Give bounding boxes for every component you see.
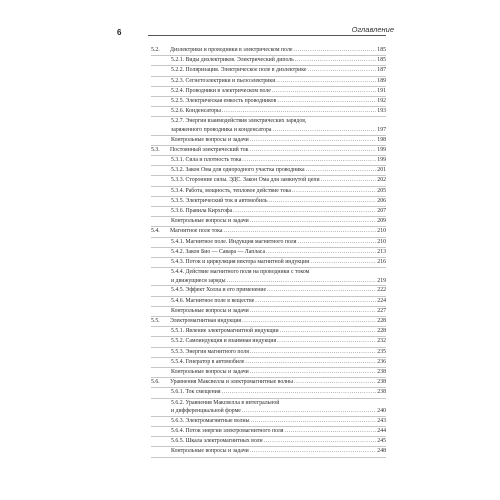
- toc-dot-leader: [264, 437, 377, 446]
- toc-entry-title: 5.2.2. Поляризация. Электрическое поле в диэлектрике: [171, 67, 307, 74]
- toc-entry-title: 5.3.2. Закон Ома для однородного участка проводника: [171, 167, 305, 174]
- toc-page-number: 227: [377, 307, 386, 314]
- toc-subsection-entry: [151, 156, 386, 166]
- toc-entry-title: 5.2.3. Сегнетоэлектрики и пьезоэлектрики: [171, 77, 276, 84]
- toc-page-number: 240: [377, 408, 386, 415]
- toc-dot-leader: [295, 56, 376, 65]
- toc-entry-title: 5.5.4. Генератор в автомобиле: [171, 358, 245, 365]
- toc-subsection-entry: [151, 107, 386, 117]
- toc-page-number: 198: [377, 136, 386, 143]
- toc-subsection-entry: [151, 217, 386, 227]
- toc-subsection-entry: [151, 66, 386, 76]
- toc-subsection-entry: [151, 238, 386, 248]
- toc-subsection-entry: [151, 77, 386, 87]
- toc-page-number: 236: [377, 358, 386, 365]
- toc-subsection-entry: [151, 248, 386, 258]
- toc-page-number: 228: [377, 318, 386, 325]
- toc-subsection-entry: [151, 427, 386, 437]
- toc-page-number: 222: [377, 287, 386, 294]
- toc-entry-title: 5.4.5. Эффект Холла и его применение: [171, 287, 267, 294]
- toc-entry-title: 5.3.6. Правила Кирхгофа: [171, 208, 233, 215]
- toc-page-number: 224: [377, 297, 386, 304]
- toc-page-number: 206: [377, 197, 386, 204]
- toc-subsection-entry: [151, 258, 386, 268]
- toc-subsection-entry: [151, 358, 386, 368]
- toc-section-number: 5.2.: [151, 47, 160, 53]
- toc-dot-leader: [277, 97, 376, 106]
- toc-dot-leader: [242, 317, 376, 326]
- toc-entry-title: Контрольные вопросы и задачи: [171, 369, 249, 376]
- toc-entry-title: Диэлектрики и проводники в электрическом поле: [170, 47, 293, 53]
- toc-entry-title: 5.3.5. Электрический ток и автомобиль: [171, 197, 268, 204]
- toc-subsection-entry: [151, 207, 386, 217]
- toc-dot-leader: [293, 46, 376, 55]
- toc-page-number: 244: [377, 428, 386, 435]
- toc-entry-title: 5.5.1. Явление электромагнитной индукции: [171, 328, 279, 335]
- toc-section-number: 5.4.: [151, 228, 160, 235]
- toc-dot-leader: [294, 378, 376, 387]
- toc-subsection-entry: [151, 136, 386, 146]
- toc-page-number: 210: [377, 238, 386, 245]
- toc-page-number: 207: [377, 208, 386, 215]
- toc-entry-title: 5.4.1. Магнитное поле. Индукция магнитного поля: [171, 238, 297, 245]
- toc-dot-leader: [267, 286, 376, 295]
- toc-dot-leader: [222, 107, 376, 116]
- toc-section-entry: [151, 46, 386, 56]
- toc-page-number: 238: [377, 379, 386, 386]
- toc-subsection-entry: [151, 117, 386, 135]
- toc-dot-leader: [310, 258, 376, 267]
- toc-entry-title: 5.2.5. Электрическая емкость проводников: [171, 98, 277, 105]
- toc-page-number: 209: [377, 218, 386, 225]
- toc-entry-title: 5.3.1. Сила и плотность тока: [171, 157, 242, 164]
- toc-entry-title: Контрольные вопросы и задачи: [171, 136, 249, 143]
- toc-subsection-entry: [151, 368, 386, 378]
- toc-page-number: 213: [377, 248, 386, 255]
- toc-subsection-entry: [151, 348, 386, 358]
- toc-entry-title: 5.3.3. Сторонние силы. ЭДС. Закон Ома для замкнутой цепи: [171, 177, 320, 184]
- toc-subsection-entry: [151, 187, 386, 197]
- toc-entry-title: 5.4.2. Закон Био — Савара — Лапласа: [171, 248, 266, 255]
- toc-dot-leader: [272, 126, 376, 135]
- toc-entry-title: 5.4.6. Магнитное поле в веществе: [171, 297, 255, 304]
- toc-subsection-entry: [151, 166, 386, 176]
- toc-page-number: 216: [377, 259, 386, 266]
- toc-dot-leader: [268, 197, 376, 206]
- toc-dot-leader: [245, 358, 376, 367]
- toc-page-number: 185: [377, 47, 386, 53]
- toc-entry-title: 5.2.7. Энергия взаимодействия электрических зарядов,: [171, 118, 307, 125]
- toc-dot-leader: [292, 187, 376, 196]
- toc-dot-leader: [266, 248, 376, 257]
- toc-subsection-entry: [151, 197, 386, 207]
- toc-entry-title: 5.6.2. Уравнения Максвелла в интегральной: [171, 399, 280, 406]
- toc-dot-leader: [249, 146, 376, 155]
- toc-entry-title-continued: и движущиеся заряды: [171, 277, 226, 284]
- toc-subsection-entry: [151, 337, 386, 347]
- running-header-title: Оглавление: [351, 25, 394, 34]
- toc-page-number: 189: [377, 77, 386, 84]
- toc-dot-leader: [250, 217, 377, 226]
- toc-dot-leader: [306, 166, 377, 175]
- toc-entry-title: 5.5.2. Самоиндукция и взаимная индукция: [171, 338, 277, 345]
- header-rule: [148, 35, 386, 36]
- toc-dot-leader: [297, 238, 376, 247]
- toc-entry-title: 5.2.4. Проводники в электрическом поле: [171, 87, 271, 94]
- toc-subsection-entry: [151, 297, 386, 307]
- toc-section-number: 5.3.: [151, 146, 160, 153]
- toc-subsection-entry: [151, 327, 386, 337]
- toc-entry-title-continued: и дифференциальной форме: [171, 408, 241, 415]
- toc-subsection-entry: [151, 176, 386, 186]
- toc-page-number: 210: [377, 228, 386, 235]
- toc-entry-title: Контрольные вопросы и задачи: [171, 448, 249, 455]
- toc-dot-leader: [227, 277, 377, 286]
- toc-page-number: 199: [377, 146, 386, 153]
- toc-page-number: 205: [377, 187, 386, 194]
- toc-dot-leader: [250, 348, 376, 357]
- toc-entry-title: Постоянный электрический ток: [170, 146, 249, 153]
- toc-subsection-entry: [151, 87, 386, 97]
- toc-entry-title: 5.6.1. Ток смещения: [171, 389, 221, 396]
- toc-dot-leader: [284, 427, 376, 436]
- toc-page-number: 235: [377, 348, 386, 355]
- toc-dot-leader: [308, 66, 377, 75]
- toc-subsection-entry: [151, 56, 386, 66]
- toc-entry-title: Контрольные вопросы и задачи: [171, 218, 249, 225]
- toc-page-number: 248: [377, 448, 386, 455]
- toc-entry-title: 5.6.3. Электромагнитные волны: [171, 417, 250, 424]
- toc-page-number: 202: [377, 177, 386, 184]
- toc-page-number: 238: [377, 369, 386, 376]
- toc-entry-title: Магнитное поле тока: [170, 228, 223, 235]
- toc-dot-leader: [250, 368, 377, 377]
- toc-page-number: 228: [377, 328, 386, 335]
- toc-dot-leader: [280, 327, 377, 336]
- toc-subsection-entry: [151, 97, 386, 107]
- toc-dot-leader: [223, 227, 376, 236]
- toc-subsection-entry: [151, 307, 386, 317]
- toc-page-number: 219: [377, 277, 386, 284]
- toc-entry-title: 5.2.1. Виды диэлектриков. Электрический диполь: [171, 57, 294, 64]
- toc-dot-leader: [250, 417, 376, 426]
- toc-subsection-entry: [151, 417, 386, 427]
- toc-entry-title: 5.4.3. Поток и циркуляция вектора магнитной индукции: [171, 259, 310, 266]
- toc-page-number: 185: [377, 57, 386, 64]
- toc-dot-leader: [221, 388, 376, 397]
- toc-section-entry: [151, 317, 386, 327]
- toc-page-number: 187: [377, 67, 386, 74]
- toc-entry-title: 5.6.5. Шкала электромагнитных волн: [171, 438, 263, 445]
- toc-entry-title: 5.2.6. Конденсаторы: [171, 108, 221, 115]
- toc-dot-leader: [277, 337, 376, 346]
- toc-entry-title: Уравнения Максвелла и электромагнитные волны: [170, 379, 294, 386]
- toc-page-number: 199: [377, 157, 386, 164]
- toc-page-number: 243: [377, 417, 386, 424]
- toc-entry-title: 5.4.4. Действие магнитного поля на проводники с током: [171, 269, 310, 276]
- toc-subsection-entry: [151, 437, 386, 447]
- toc-dot-leader: [255, 297, 376, 306]
- toc-entry-title: Электромагнитная индукция: [170, 318, 242, 325]
- page-number: 6: [117, 28, 122, 37]
- toc-entry-title: Контрольные вопросы и задачи: [171, 307, 249, 314]
- table-of-contents: [151, 46, 386, 458]
- toc-subsection-entry: [151, 447, 386, 457]
- toc-dot-leader: [242, 156, 376, 165]
- toc-section-entry: [151, 146, 386, 156]
- toc-entry-title-continued: заряженного проводника и конденсатора: [171, 127, 272, 134]
- toc-page-number: 197: [377, 127, 386, 134]
- toc-page-number: 238: [377, 389, 386, 396]
- toc-page-number: 191: [377, 87, 386, 94]
- toc-page-number: 245: [377, 438, 386, 445]
- toc-subsection-entry: [151, 268, 386, 286]
- toc-dot-leader: [233, 207, 376, 216]
- toc-subsection-entry: [151, 286, 386, 296]
- toc-dot-leader: [250, 136, 377, 145]
- toc-page-number: 232: [377, 338, 386, 345]
- toc-dot-leader: [242, 407, 376, 416]
- toc-section-entry: [151, 378, 386, 388]
- toc-entry-title: 5.3.4. Работа, мощность, тепловое действие тока: [171, 187, 291, 194]
- toc-dot-leader: [272, 87, 376, 96]
- toc-entry-title: 5.6.4. Поток энергии электромагнитного поля: [171, 428, 284, 435]
- toc-section-number: 5.6.: [151, 379, 160, 386]
- toc-section-entry: [151, 227, 386, 237]
- toc-subsection-entry: [151, 388, 386, 398]
- toc-subsection-entry: [151, 399, 386, 417]
- toc-dot-leader: [321, 176, 377, 185]
- toc-section-number: 5.5.: [151, 318, 160, 325]
- toc-page-number: 193: [377, 108, 386, 115]
- toc-entry-title: 5.5.3. Энергия магнитного поля: [171, 348, 249, 355]
- toc-dot-leader: [250, 447, 377, 456]
- toc-page-number: 192: [377, 98, 386, 105]
- toc-page-number: 201: [377, 167, 386, 174]
- toc-dot-leader: [250, 307, 377, 316]
- toc-dot-leader: [276, 77, 376, 86]
